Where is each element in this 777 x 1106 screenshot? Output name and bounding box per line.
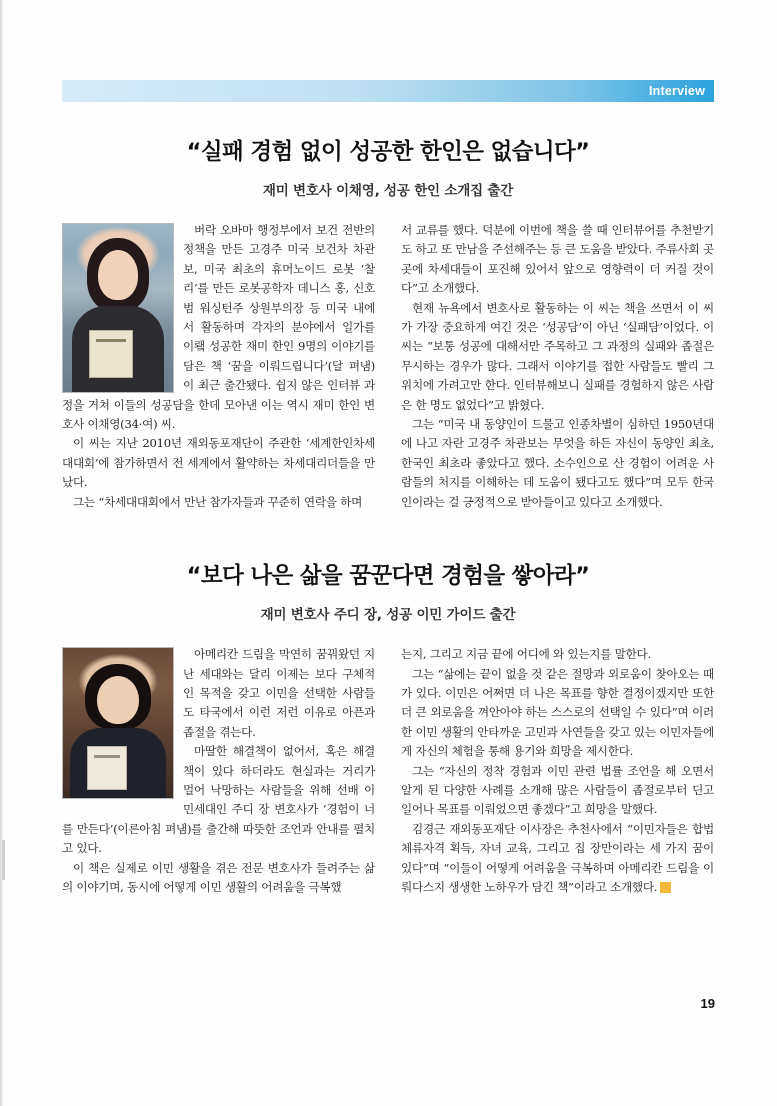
paragraph: 그는 “미국 내 동양인이 드물고 인종차별이 심하던 1950년대에 나고 자란 고경주 차관보는 무엇을 하든 자신이 동양인 최초, 한국인 최초라 좋았다고 했다. 소수인으로 산 경험이 어려운 사람들의 처지를 이해하는 데 도움이 됐다고도 했다”며 모두 한국인이라는 걸 긍정적으로 받아들이고 있다고 소개했다. [401,417,714,509]
page-number: 19 [700,996,715,1011]
portrait-photo [62,647,174,799]
paragraph: 그는 “자신의 정착 경험과 이민 관련 법률 조언을 해 오면서 알게 된 다양한 사례를 소개해 많은 사람들이 좁절로부터 딘고 일어나 목표를 이뤄었으면 좋겠다”고 희망을 말했다. [401,763,714,817]
paragraph: 이 씨는 지난 2010년 재외동포재단이 주관한 ‘세계한인차세대대회’에 참가하면서 전 세계에서 활약하는 차세대리더들을 만났다. [62,436,375,490]
paragraph: 이 책은 실제로 이민 생활을 겪은 전문 변호사가 들려주는 삶의 이야기며, 동시에 어떻게 이민 생활의 어려움을 극복했 [62,860,375,894]
article-column-right [401,645,714,897]
article-columns [62,645,714,897]
article-column-right [401,221,714,512]
photo-book-prop [89,330,133,378]
photo-book-prop [87,746,127,790]
paragraph-final [401,820,714,898]
paragraph: 그는 “차세대대회에서 만난 참가자들과 꾸준히 연락을 하며 [73,494,363,509]
article-subhead: 재미 변호사 주디 장, 성공 이민 가이드 출간 [260,607,516,624]
paragraph: 현재 뉴욕에서 변호사로 활동하는 이 씨는 책을 쓰면서 이 씨가 가장 중요하게 여긴 것은 ‘성공담’이 아닌 ‘실패담’이었다. 이 씨는 “보통 성공에 대해서만 주목하고 그 과정의 실패와 좁절은 무시하는 경우가 많다. 그래서 이야기를 접한 사람들도 빨리 그 위치에 가려고만 한다. 인터뷰해보니 실패를 경험하지 않은 사람은 한 명도 없었다”고 밝혔다. [401,300,714,412]
article-columns [62,221,714,512]
scan-edge-mark [2,840,5,880]
photo-figure-face [98,250,138,300]
scan-edge-artifact [0,0,4,1106]
paragraph: 버락 오바마 행정부에서 보건 전반의 정책을 만든 고경주 미국 보건차 차관보, 미국 최초의 휴머노이드 로봇 ‘찰리’를 만든 로봇공학자 데니스 홍, 신호범 워싱턴주 상원부의장 등 미국 내에서 활동하며 각자의 분야에서 일가를 이뢬 성공한 재미 한인 9명의 이야기를 담은 책 ‘꿈을 이뤄드립니다’(달 펴냄)이 최근 출간됐다. 쉽지 않은 인터뷰 과정을 거쳐 이들의 성공담을 한데 모아낸 이는 역시 재미 한인 변호사 이채영(34·여) 씨. [62,223,375,432]
portrait-photo [62,223,174,393]
article-first [62,134,714,512]
paragraph-text: 김경근 재외동포재단 이사장은 추천사에서 “이민자들은 합법 체류자격 획득, 자녀 교육, 그리고 집 장만이라는 세 가지 꿈이 있다”며 “이들이 어떻게 어려움을 극복하며 아메리칸 드림을 이뤄다스지 생생한 노하우가 담긴 책”이라고 소개했다. [401,821,714,894]
article-headline: “보다 나은 삶을 꿈꾼다면 경험을 쌓아라” [186,563,590,590]
article-headline: “실패 경험 없이 성공한 한인은 없습니다” [186,139,590,165]
paragraph: 아메리칸 드림을 막연히 꿈꿔왔던 지난 세대와는 달리 이제는 보다 구체적인 목적을 갖고 이민을 선택한 사람들도 타국에서 이런 저런 이유로 아픈과 좁절을 겪는다. [183,647,375,739]
section-label: Interview [649,84,705,98]
paragraph: 서 교류를 했다. 덕분에 이번에 책을 쓸 때 인터뷰어를 추천받기도 하고 또 만남을 주선해주는 등 큰 도움을 받았다. 주류사회 곳곳에 차세대들이 포진해 있어서 앞으로 영향력이 더 커질 것이다”고 소개했다. [401,223,714,296]
paragraph: 마딸한 해결책이 없어서, 혹은 해결책이 있다 하더라도 현실과는 거리가 멀어 낙망하는 사람들을 위해 선배 이민세대인 주디 장 변호사가 ‘경험이 너를 만든다’(이른아침 펴냄)를 출간해 따뜻한 조언과 안내를 펼치고 있다. [62,744,375,856]
article-column-left [62,645,375,897]
paragraph: 는지, 그리고 지금 끝에 어디에 와 있는지를 말한다. [401,647,651,662]
section-header-band [62,80,714,102]
article-column-left [62,221,375,512]
page-content [62,80,714,897]
paragraph: 그는 “삶에는 끝이 없을 것 같은 절망과 외로움이 찾아오는 때가 있다. 이민은 어쩌면 더 나은 목표를 향한 결정이겠지만 또한 더 큰 외로움을 껴안아야 하는 스스로의 선택일 수 있다”며 이러한 이민 생활의 안타까운 고민과 사연들을 갖고 있는 이민자들에게 자신의 체험을 통해 용기와 희망을 제시한다. [401,666,714,759]
end-mark-icon: › [660,882,671,893]
photo-figure-face [97,676,139,724]
article-subhead: 재미 변호사 이채영, 성공 한인 소개집 출간 [262,183,514,199]
article-second [62,558,714,897]
